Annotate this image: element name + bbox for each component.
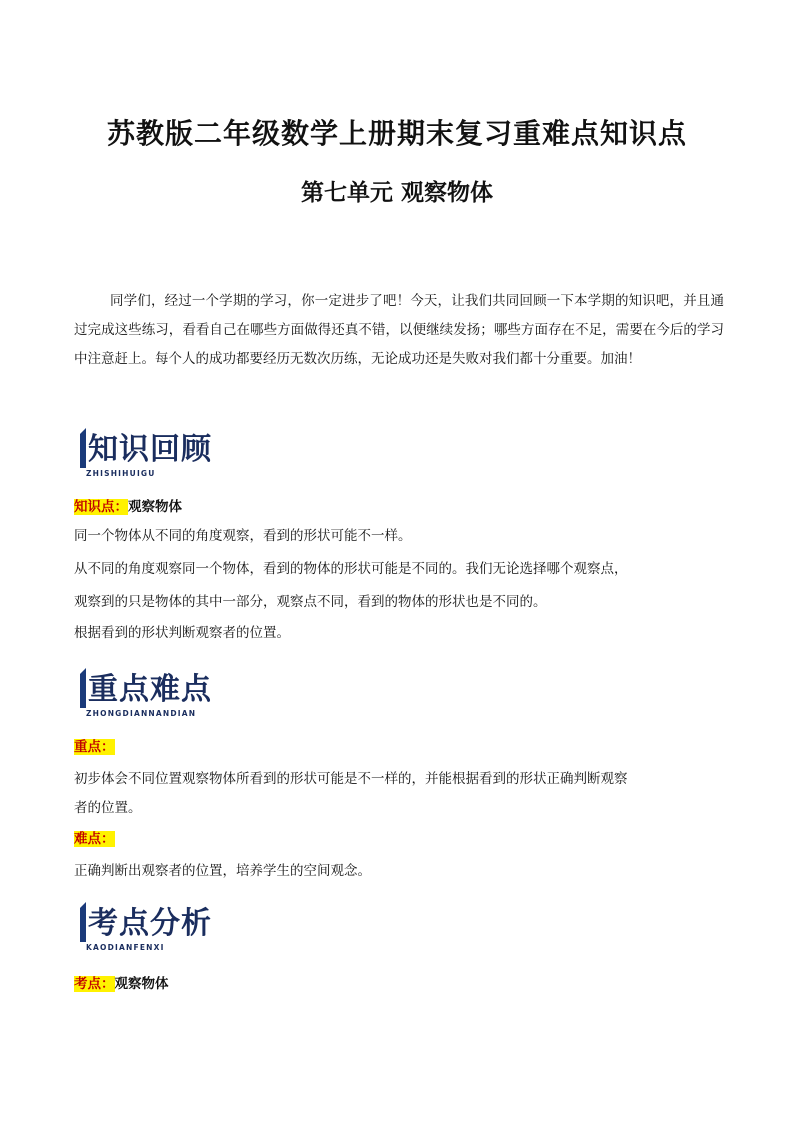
review-line-4: 根据看到的形状判断观察者的位置。 <box>74 625 290 641</box>
review-label: 知识点： <box>74 499 128 515</box>
page-subtitle: 第七单元 观察物体 <box>300 180 493 206</box>
review-logo-sub: ZHISHIHUIGU <box>86 469 156 478</box>
difficulty-label-line <box>74 825 734 854</box>
key-points-logo-text: 重点难点 <box>88 672 212 707</box>
exam-logo-text: 考点分析 <box>88 906 212 941</box>
review-topic-line <box>74 493 734 522</box>
review-logo-text: 知识回顾 <box>88 432 212 467</box>
key-line-2: 者的位置。 <box>74 800 142 816</box>
page-title: 苏教版二年级数学上册期末复习重难点知识点 <box>106 117 687 150</box>
difficulty-label: 难点： <box>74 831 115 847</box>
key-line-1: 初步体会不同位置观察物体所看到的形状可能是不一样的，并能根据看到的形状正确判断观察 <box>74 771 628 787</box>
review-section-logo <box>80 428 212 490</box>
exam-label: 考点： <box>74 976 115 992</box>
intro-paragraph: 同学们，经过一个学期的学习，你一定进步了吧！今天，让我们共同回顾一下本学期的知识吧，并且通过完成这些练习，看看自己在哪些方面做得还真不错，以便继续发扬；哪些方面存在不足，需要在今后的学习中注意赶上。每个人的成功都要经历无数次历练，无论成功还是失败对我们都十分重要。加油！ <box>74 293 724 367</box>
exam-section-logo <box>80 902 212 964</box>
logo-bar-icon <box>80 674 86 708</box>
key-points-section-logo <box>80 668 212 730</box>
review-line-3: 观察到的只是物体的其中一部分，观察点不同，看到的物体的形状也是不同的。 <box>74 594 547 610</box>
key-label: 重点： <box>74 739 115 755</box>
difficulty-line: 正确判断出观察者的位置，培养学生的空间观念。 <box>74 863 371 879</box>
exam-logo-sub: KAODIANFENXI <box>86 943 165 952</box>
logo-bar-icon <box>80 434 86 468</box>
review-line-2: 从不同的角度观察同一个物体，看到的物体的形状可能是不同的。我们无论选择哪个观察点， <box>74 561 628 577</box>
key-label-line <box>74 733 734 762</box>
review-topic: 观察物体 <box>128 499 182 515</box>
logo-bar-icon <box>80 908 86 942</box>
exam-topic-line <box>74 970 734 999</box>
exam-topic: 观察物体 <box>114 976 169 992</box>
key-points-logo-sub: ZHONGDIANNANDIAN <box>86 709 197 718</box>
review-line-1: 同一个物体从不同的角度观察，看到的形状可能不一样。 <box>74 528 412 544</box>
